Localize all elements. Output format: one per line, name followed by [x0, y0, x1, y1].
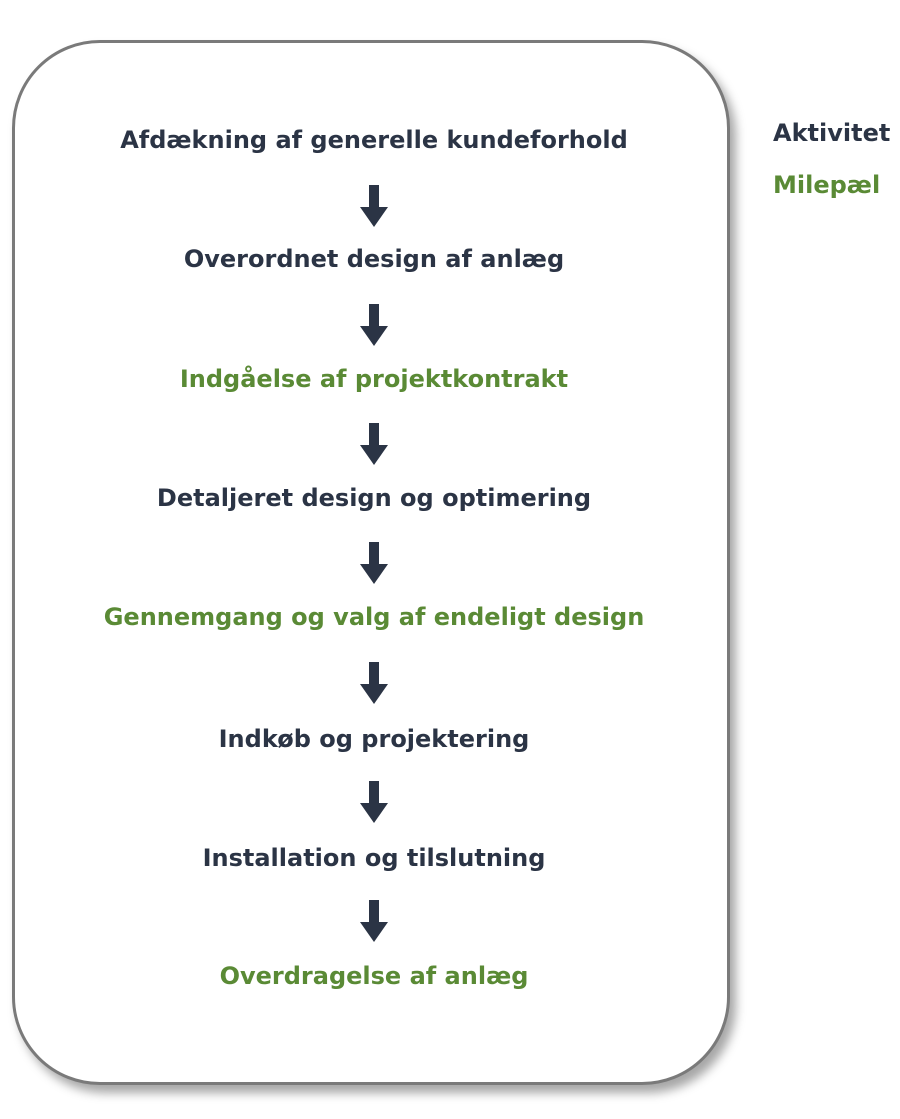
step-4: Detaljeret design og optimering: [156, 484, 592, 512]
step-8: Overdragelse af anlæg: [219, 962, 529, 990]
step-5: Gennemgang og valg af endeligt design: [103, 603, 645, 631]
legend-activity: Aktivitet: [773, 119, 891, 147]
arrow-down-icon: [360, 900, 388, 942]
arrow-down-icon: [360, 542, 388, 584]
arrow-down-icon: [360, 304, 388, 346]
step-1: Afdækning af generelle kundeforhold: [120, 126, 628, 154]
arrow-down-icon: [360, 781, 388, 823]
step-3: Indgåelse af projektkontrakt: [179, 365, 569, 393]
arrow-down-icon: [360, 662, 388, 704]
arrow-down-icon: [360, 423, 388, 465]
legend-milestone: Milepæl: [773, 171, 881, 199]
step-6: Indkøb og projektering: [218, 725, 530, 753]
step-7: Installation og tilslutning: [202, 844, 546, 872]
arrow-down-icon: [360, 185, 388, 227]
step-2: Overordnet design af anlæg: [183, 245, 565, 273]
